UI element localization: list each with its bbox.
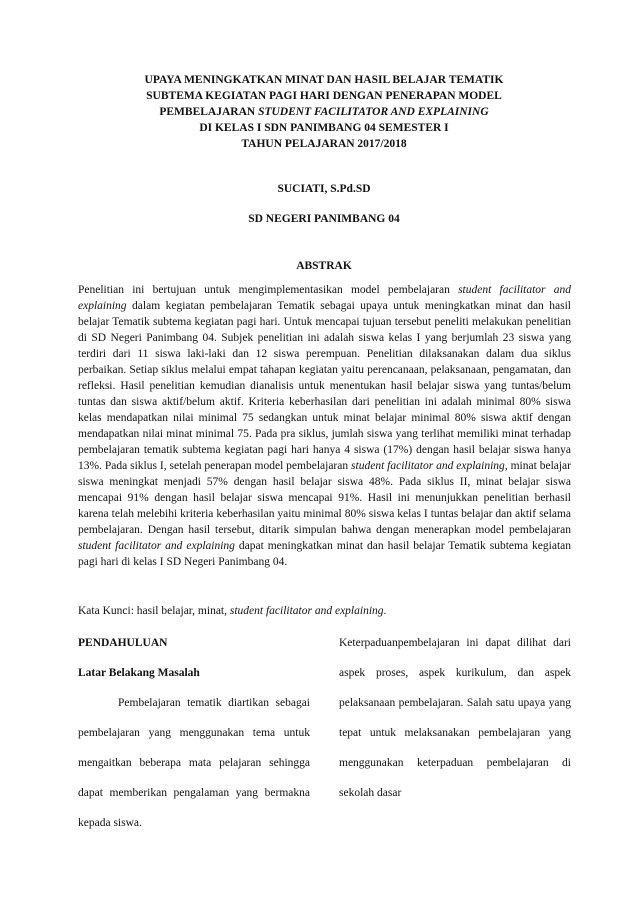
abstract-part-6: student facilitator and explaining [78,540,235,552]
title-line-1: UPAYA MENINGKATKAN MINAT DAN HASIL BELAJAR TEMATIK [144,74,504,86]
author-affiliation: SD NEGERI PANIMBANG 04 [248,213,400,225]
abstract-part-3: dalam kegiatan pembelajaran Tematik sebagai upaya untuk meningkatkan minat dan hasil belajar Tematik subtema kegiatan pagi hari. Untuk mencapai tujuan tersebut peneliti melakukan penelitian di SD Negeri Panimbang 04. Subjek penelitian ini adalah siswa kelas I yang berjumlah 23 siswa yang terdiri dari 11 siswa laki-laki dan 12 siswa perempuan. Penelitian dilaksanakan dalam dua siklus perbaikan. Setiap siklus melalui empat tahapan kegiatan yaitu perencanaan, pelaksanaan, pengamatan, dan refleksi. Hasil penelitian kemudian dianalisis untuk menentukan hasil belajar siswa yang tuntas/belum tuntas dan siswa aktif/belum aktif. Kriteria keberhasilan dari penelitian ini adalah minimal 80% siswa kelas mendapatkan nilai minimal 75 sedangkan untuk minat belajar minimal 80% siswa aktif dengan mendapatkan nilai minat minimal 75. Pada pra siklus, jumlah siswa yang terlihat memiliki minat terhadap pembelajaran tematik subtema kegiatan pagi hari hanya 4 siswa (17%) dengan hasil belajar siswa hanya 13%. Pada siklus I, setelah penerapan model pembelajaran [78,300,571,472]
abstract-part-5: , minat belajar siswa meningkat menjadi 57% dengan hasil belajar siswa 48%. Pada siklus II, minat belajar siswa mencapai 91% dengan hasil belajar siswa mencapai 91%. Hasil ini menunjukkan penelitian berhasil karena telah melebihi kriteria keberhasilan yaitu minimal 80% siswa kelas I tuntas belajar dan aktif selama pembelajaran. Dengan hasil tersebut, ditarik simpulan bahwa dengan menerapkan model pembelajaran [78,460,571,536]
keywords-prefix: Kata Kunci: hasil belajar, minat, [78,605,230,617]
title-line-3-prefix: PEMBELAJARAN [159,106,259,118]
keywords-italic: student facilitator and explaining [229,605,384,617]
title-line-3 [78,104,570,120]
title-line-3-italic: STUDENT FACILITATOR AND EXPLAINING [258,106,489,118]
author-name: SUCIATI, S.Pd.SD [277,183,371,195]
subsection-heading: Latar Belakang Masalah [78,667,200,679]
abstract-text [78,282,571,570]
title-line-5: TAHUN PELAJARAN 2017/2018 [241,138,407,150]
abstract-part-7: dapat meningkatkan minat dan hasil belajar Tematik subtema kegiatan pagi hari di kelas I SD Negeri Panimbang 04. [78,540,571,568]
keywords [78,603,571,619]
title-line-4: DI KELAS I SDN PANIMBANG 04 SEMESTER I [199,122,449,134]
abstract-part-4: student facilitator and explaining [351,460,505,472]
right-column-paragraph: Keterpaduanpembelajaran ini dapat dilihat dari aspek proses, aspek kurikulum, dan aspek pelaksanaan pembelajaran. Salah satu upaya yang tepat untuk melaksanakan pembelajaran yang menggunakan keterpaduan pembelajaran di sekolah dasar [339,637,571,799]
paper-title [78,72,570,152]
abstract-part-2: student facilitator and explaining [78,284,571,312]
left-column-paragraph: Pembelajaran tematik diartikan sebagai pembelajaran yang menggunakan tema untuk mengaitkan beberapa mata pelajaran sehingga dapat memberikan pengalaman yang bermakna kepada siswa. [78,697,310,829]
keywords-suffix: . [383,605,387,617]
abstract-heading: ABSTRAK [296,260,352,272]
right-column [339,628,571,808]
left-column [78,628,310,838]
title-line-2: SUBTEMA KEGIATAN PAGI HARI DENGAN PENERAPAN MODEL [146,90,502,102]
section-heading: PENDAHULUAN [78,637,168,649]
abstract-part-1: Penelitian ini bertujuan untuk mengimplementasikan model pembelajaran [78,284,459,296]
